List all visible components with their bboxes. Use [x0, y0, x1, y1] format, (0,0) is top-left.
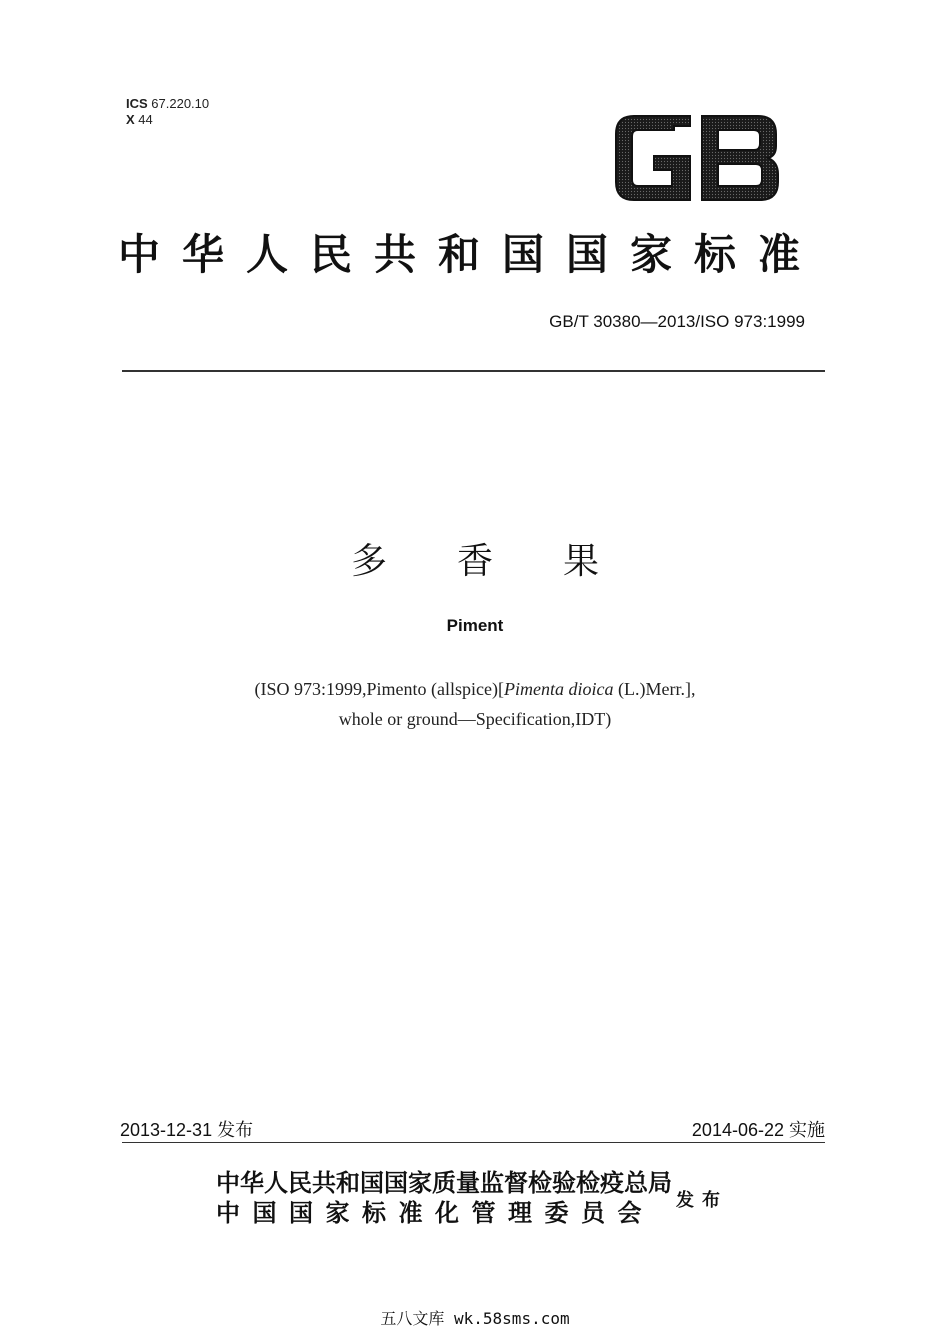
standard-number: GB/T 30380—2013/ISO 973:1999	[549, 312, 805, 331]
issue-date: 2013-12-31 发布	[120, 1120, 254, 1140]
iso-reference-line1	[0, 674, 950, 704]
iso-reference-line2: whole or ground—Specification,IDT)	[338, 709, 612, 729]
x-value: 44	[138, 112, 153, 127]
ics-label: ICS	[126, 96, 148, 111]
english-title: Piment	[446, 616, 504, 635]
classification-codes	[126, 96, 209, 128]
iso-ref-part2: (L.)Merr.],	[613, 679, 696, 699]
iso-ref-part1: (ISO 973:1999,Pimento (allspice)[	[254, 679, 504, 699]
ics-code	[126, 96, 209, 112]
issuer-aqsiq: 中华人民共和国国家质量监督检验检疫总局	[216, 1169, 672, 1197]
ics-value: 67.220.10	[151, 96, 210, 111]
implementation-date: 2014-06-22 实施	[691, 1120, 825, 1140]
iso-ref-species: Pimenta dioica	[504, 679, 614, 699]
x-label: X	[126, 112, 135, 127]
watermark-text: 五八文库 wk.58sms.com	[380, 1309, 570, 1328]
bottom-divider	[122, 1142, 825, 1143]
issuer-sac: 中国国家标准化管理委员会	[216, 1199, 654, 1227]
iso-reference	[0, 674, 950, 734]
standard-title: 中华人民共和国国家标准	[118, 230, 823, 279]
gb-logo	[612, 112, 782, 204]
top-divider	[122, 370, 825, 372]
chinese-title: 多香果	[350, 541, 669, 582]
x-code	[126, 112, 209, 128]
issuer-block	[216, 1168, 672, 1228]
publish-label: 发布	[676, 1190, 728, 1211]
